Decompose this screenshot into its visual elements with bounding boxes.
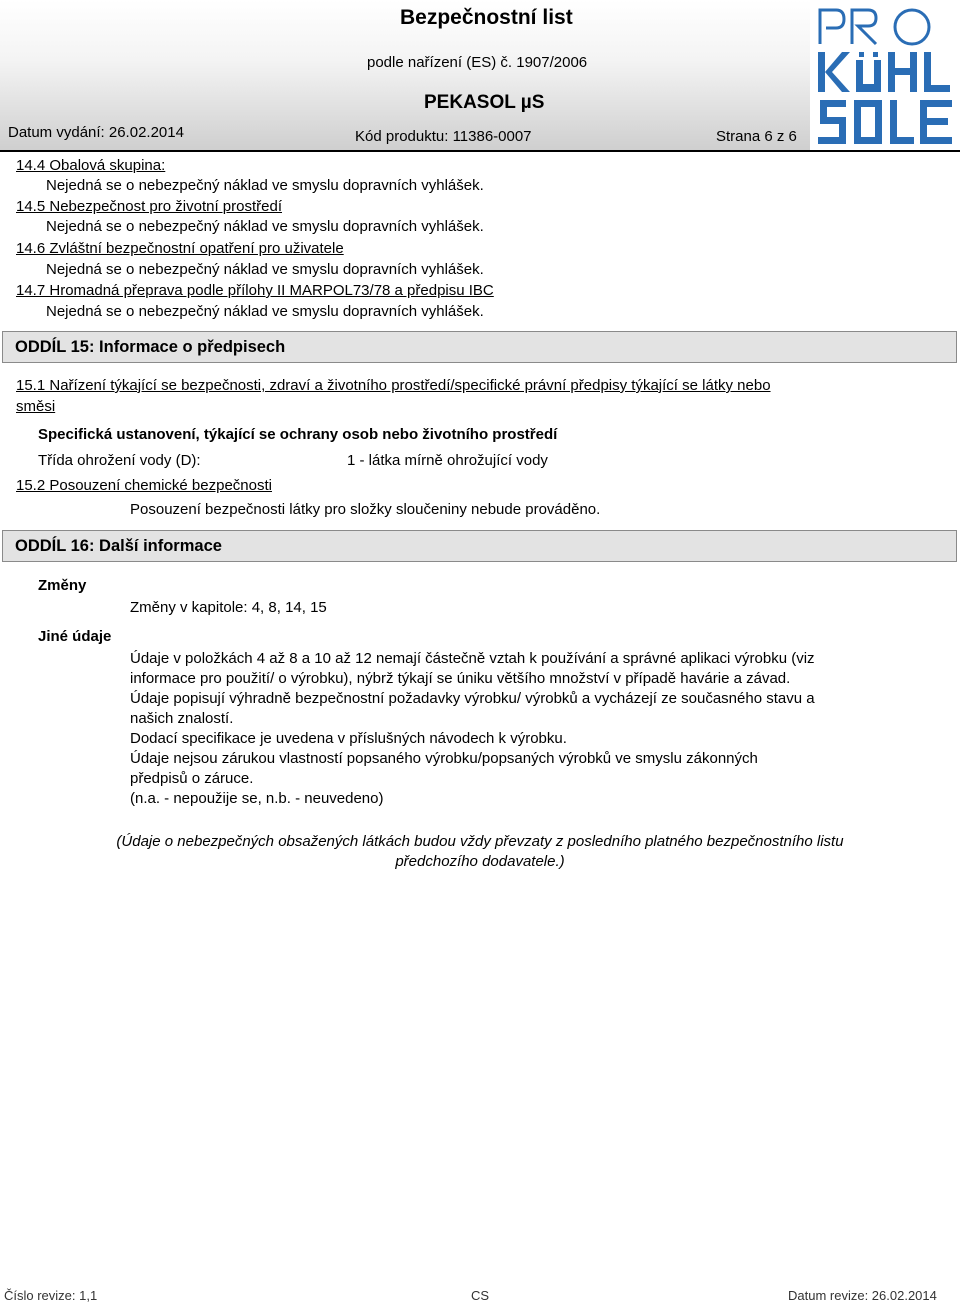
page-number: Strana 6 z 6: [716, 128, 797, 145]
footnote-line: předchozího dodavatele.): [395, 853, 565, 870]
revision-number: Číslo revize: 1,1: [4, 1288, 98, 1303]
product-code: Kód produktu: 11386-0007: [355, 128, 532, 145]
s15-2-heading: 15.2 Posouzení chemické bezpečnosti: [16, 477, 272, 494]
water-hazard-label: Třída ohrožení vody (D):: [38, 452, 201, 469]
changes-text: Změny v kapitole: 4, 8, 14, 15: [130, 599, 327, 616]
s15-1-heading-line1: 15.1 Nařízení týkající se bezpečnosti, zdraví a životního prostředí/specifické právní předpisy týkající se látky nebo: [16, 377, 771, 394]
other-info-text: [130, 649, 870, 809]
s14-6-heading: 14.6 Zvláštní bezpečnostní opatření pro uživatele: [16, 240, 344, 257]
other-info-line: našich znalostí.: [130, 710, 234, 727]
section-16-title: ODDÍL 16: Další informace: [15, 537, 222, 555]
s14-5-text: Nejedná se o nebezpečný náklad ve smyslu dopravních vyhlášek.: [46, 218, 484, 235]
other-info-line: Údaje v položkách 4 až 8 a 10 až 12 nemají částečně vztah k používání a správné aplikaci výrobku (viz: [130, 650, 815, 667]
s14-4-text: Nejedná se o nebezpečný náklad ve smyslu dopravních vyhlášek.: [46, 177, 484, 194]
document-title: Bezpečnostní list: [400, 6, 573, 29]
other-info-line: (n.a. - nepoužije se, n.b. - neuvedeno): [130, 790, 384, 807]
product-name: PEKASOL µS: [424, 92, 545, 113]
specific-provisions-heading: Specifická ustanovení, týkající se ochrany osob nebo životního prostředí: [38, 426, 558, 443]
section-15-header: [2, 331, 957, 363]
s14-4-heading: 14.4 Obalová skupina:: [16, 157, 166, 174]
s15-2-text: Posouzení bezpečnosti látky pro složky sloučeniny nebude prováděno.: [130, 501, 601, 518]
company-logo: [812, 0, 960, 150]
s14-6-text: Nejedná se o nebezpečný náklad ve smyslu dopravních vyhlášek.: [46, 261, 484, 278]
s14-7-text: Nejedná se o nebezpečný náklad ve smyslu dopravních vyhlášek.: [46, 303, 484, 320]
issue-date: Datum vydání: 26.02.2014: [8, 124, 184, 141]
changes-label: Změny: [38, 577, 87, 594]
other-info-line: Dodací specifikace je uvedena v příslušných návodech k výrobku.: [130, 730, 567, 747]
other-info-line: předpisů o záruce.: [130, 770, 254, 787]
language-code: CS: [471, 1288, 490, 1303]
section-16-header: [2, 530, 957, 562]
other-info-line: Údaje popisují výhradně bezpečnostní požadavky výrobku/ výrobků a vycházejí ze současného stavu a: [130, 690, 815, 707]
section-15-title: ODDÍL 15: Informace o předpisech: [15, 338, 286, 356]
s14-7-heading: 14.7 Hromadná přeprava podle přílohy II MARPOL73/78 a předpisu IBC: [16, 282, 494, 299]
footnote-line: (Údaje o nebezpečných obsažených látkách budou vždy převzaty z posledního platného bezpečnostního listu: [116, 833, 844, 850]
header-divider: [0, 150, 960, 152]
s15-1-heading-line2: směsi: [16, 398, 56, 415]
supplier-footnote: [80, 832, 880, 872]
other-info-line: informace pro použití/ o výrobku), nýbrž týkají se úniku většího množství v případě havárie a závad.: [130, 670, 791, 687]
regulation-reference: podle nařízení (ES) č. 1907/2006: [367, 54, 588, 71]
other-info-line: Údaje nejsou zárukou vlastností popsaného výrobku/popsaných výrobků ve smyslu zákonných: [130, 750, 758, 767]
water-hazard-value: 1 - látka mírně ohrožující vody: [347, 452, 548, 469]
other-info-label: Jiné údaje: [38, 628, 112, 645]
revision-date: Datum revize: 26.02.2014: [788, 1288, 937, 1303]
s14-5-heading: 14.5 Nebezpečnost pro životní prostředí: [16, 198, 282, 215]
